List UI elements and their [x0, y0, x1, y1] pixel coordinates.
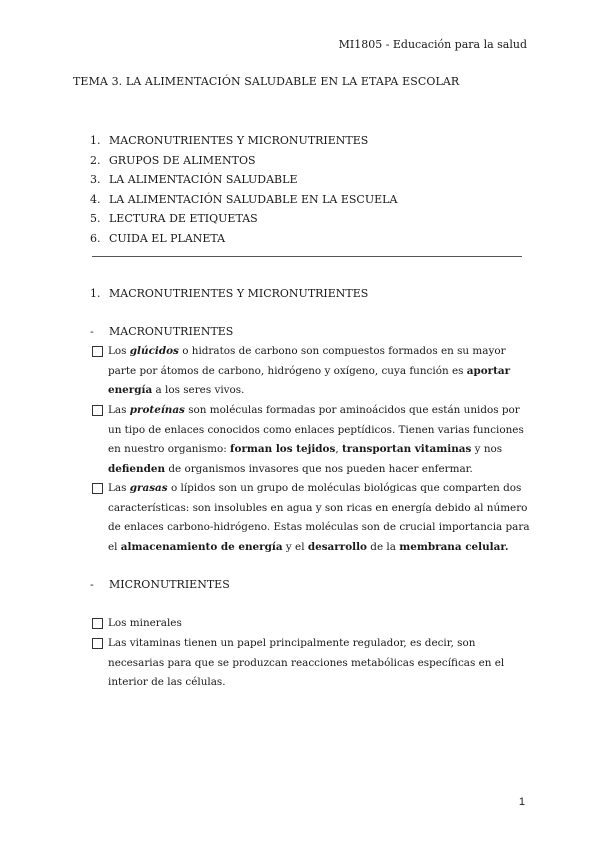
subsection-title: MICRONUTRIENTES	[109, 578, 230, 591]
checkbox-icon[interactable]	[92, 638, 103, 649]
checklist-item-minerales	[92, 614, 532, 634]
toc-item	[90, 190, 397, 210]
toc-label: CUIDA EL PLANETA	[109, 231, 226, 245]
checklist-item-glucidos	[92, 342, 532, 401]
subsection-micronutrientes	[90, 578, 230, 591]
section-heading	[90, 287, 368, 300]
toc-number: 1.	[90, 134, 101, 147]
item-text: Los glúcidos o hidratos de carbono son compuestos formados en su mayor parte por átomos de carbono, hidrógeno y oxígeno, cuya función es aportar energía a los seres vivos.	[108, 345, 511, 397]
toc-item	[90, 229, 397, 249]
checkbox-icon[interactable]	[92, 405, 103, 416]
toc-label: LA ALIMENTACIÓN SALUDABLE EN LA ESCUELA	[109, 192, 398, 206]
toc-number: 6.	[90, 231, 101, 245]
toc-label: LECTURA DE ETIQUETAS	[109, 212, 258, 226]
toc-label: GRUPOS DE ALIMENTOS	[109, 153, 256, 167]
item-text: Las vitaminas tienen un papel principalmente regulador, es decir, son necesarias para que se produzcan reacciones metabólicas específicas en el interior de las células.	[108, 637, 505, 689]
checkbox-icon[interactable]	[92, 483, 103, 494]
checklist-item-proteinas	[92, 401, 532, 479]
checklist-item-grasas	[92, 479, 532, 557]
item-text: Las grasas o lípidos son un grupo de moléculas biológicas que comparten dos características: son insolubles en agua y son ricas en energía debido al número de enlaces carbono-hidrógeno. Estas moléculas son de crucial importancia para el almacenamiento de energía y el desarrollo de la membrana celular.	[108, 482, 530, 553]
item-text: Los minerales	[108, 617, 182, 629]
dash-bullet: -	[90, 325, 94, 338]
toc-item	[90, 131, 397, 151]
subsection-title: MACRONUTRIENTES	[109, 325, 234, 338]
toc-item	[90, 151, 397, 171]
toc-number: 2.	[90, 153, 101, 167]
checkbox-icon[interactable]	[92, 618, 103, 629]
item-text: Las proteínas son moléculas formadas por aminoácidos que están unidos por un tipo de enlaces conocidos como enlaces peptídicos. Tienen varias funciones en nuestro organismo: forman los tejidos, transportan vitaminas y nos defienden de organismos invasores que nos pueden hacer enfermar.	[108, 404, 524, 475]
course-header: MI1805 - Educación para la salud	[338, 38, 527, 51]
checklist-item-vitaminas	[92, 634, 532, 693]
document-title: TEMA 3. LA ALIMENTACIÓN SALUDABLE EN LA ETAPA ESCOLAR	[73, 75, 460, 88]
dash-bullet: -	[90, 578, 94, 591]
section-number: 1.	[90, 287, 101, 300]
toc-label: LA ALIMENTACIÓN SALUDABLE	[109, 173, 298, 187]
toc-label: MACRONUTRIENTES Y MICRONUTRIENTES	[109, 134, 369, 147]
toc-number: 4.	[90, 192, 101, 206]
toc-number: 5.	[90, 212, 101, 226]
page-number: 1	[518, 796, 525, 808]
checkbox-icon[interactable]	[92, 346, 103, 357]
toc-item	[90, 209, 397, 229]
horizontal-divider	[92, 256, 522, 257]
toc-item	[90, 170, 397, 190]
table-of-contents	[90, 131, 397, 249]
toc-number: 3.	[90, 173, 101, 187]
section-title: MACRONUTRIENTES Y MICRONUTRIENTES	[109, 287, 369, 300]
subsection-macronutrientes	[90, 325, 233, 338]
